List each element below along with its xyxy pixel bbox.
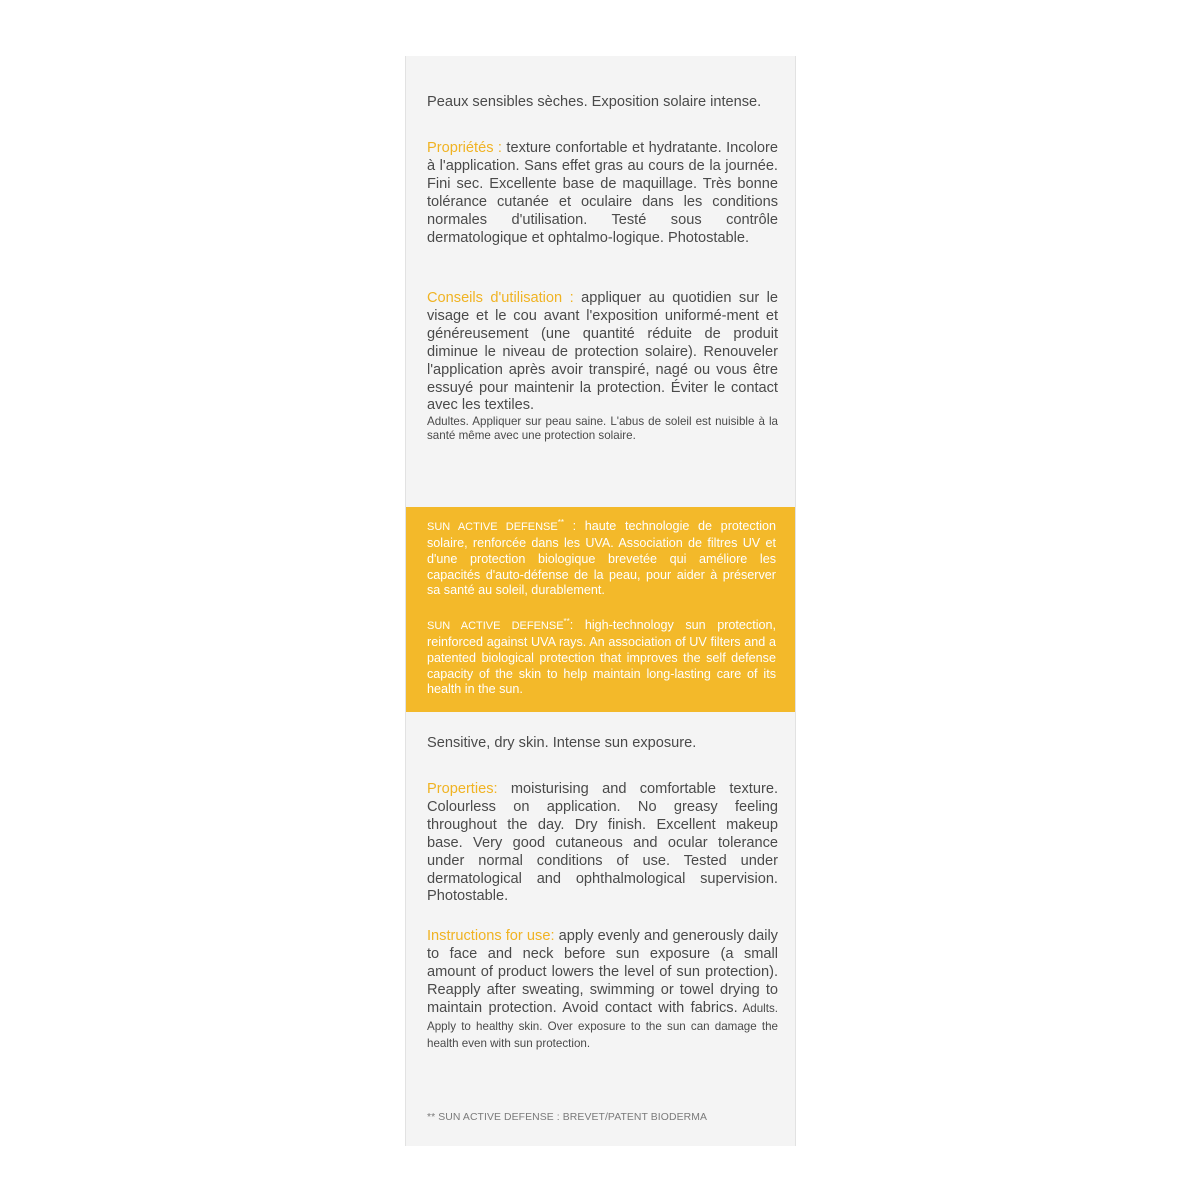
band-fr-sup: ** <box>557 518 564 527</box>
en-intro: Sensitive, dry skin. Intense sun exposure. <box>427 735 697 751</box>
en-usage-text: apply evenly and generously daily to face and neck before sun exposure (a small amount of product lowers the level of sun protection). Reapply after sweating, swimming or towel drying to maintain protection. Avoid contact with fabrics. <box>427 928 778 1016</box>
fr-properties-label: Propriétés : <box>427 140 502 156</box>
fr-usage-label: Conseils d'utilisation : <box>427 290 574 306</box>
band-en-sup: ** <box>563 617 570 626</box>
fr-usage <box>427 290 778 443</box>
sun-active-defense-band <box>406 507 795 712</box>
patent-footnote: ** SUN ACTIVE DEFENSE : BREVET/PATENT BIODERMA <box>427 1112 708 1123</box>
fr-properties-text: texture confortable et hydratante. Incolore à l'application. Sans effet gras au cours de la journée. Fini sec. Excellente base de maquillage. Très bonne tolérance cutanée et oculaire dans les conditions normales d'utilisation. Testé sous contrôle dermatologique et ophtalmo-logique. Photostable. <box>427 140 778 246</box>
fr-usage-small: Adultes. Appliquer sur peau saine. L'abus de soleil est nuisible à la santé même avec une protection solaire. <box>427 415 778 443</box>
band-fr-label: SUN ACTIVE DEFENSE <box>427 521 558 534</box>
fr-usage-text: appliquer au quotidien sur le visage et le cou avant l'exposition uniformé-ment et généreusement (une quantité réduite de produit diminue le niveau de protection solaire). Renouveler l'application après avoir transpiré, nagé ou vous être essuyé pour maintenir la protection. Éviter le contact avec les textiles. <box>427 290 779 414</box>
fr-properties <box>427 140 778 247</box>
fr-intro: Peaux sensibles sèches. Exposition solaire intense. <box>427 94 762 110</box>
en-properties-text: moisturising and comfortable texture. Colourless on application. No greasy feeling throughout the day. Dry finish. Excellent makeup base. Very good cutaneous and ocular tolerance under normal conditions of use. Tested under dermatological and ophthalmological supervision. Photostable. <box>427 781 778 905</box>
band-fr-text: : haute technologie de protection solaire, renforcée dans les UVA. Association de filtres UV et d'une protection biologique brevetée qui améliore les capacités d'auto-défense de la peau, pour aider à préserver sa santé au soleil, durablement. <box>427 519 776 598</box>
en-properties <box>427 781 778 906</box>
band-en-text: : high-technology sun protection, reinforced against UVA rays. An association of UV filters and a patented biological protection that improves the self defense capacity of the skin to help maintain long-lasting care of its health in the sun. <box>427 618 776 697</box>
en-usage-label: Instructions for use: <box>427 928 555 944</box>
en-usage-small: Adults. Apply to healthy skin. Over exposure to the sun can damage the health even with sun protection. <box>427 1001 778 1051</box>
band-en-paragraph <box>427 614 776 698</box>
product-box-panel <box>405 56 796 1146</box>
band-en-label: SUN ACTIVE DEFENSE <box>427 620 564 633</box>
en-properties-label: Properties: <box>427 781 498 797</box>
en-usage <box>427 928 778 1053</box>
band-fr-paragraph <box>427 515 776 599</box>
